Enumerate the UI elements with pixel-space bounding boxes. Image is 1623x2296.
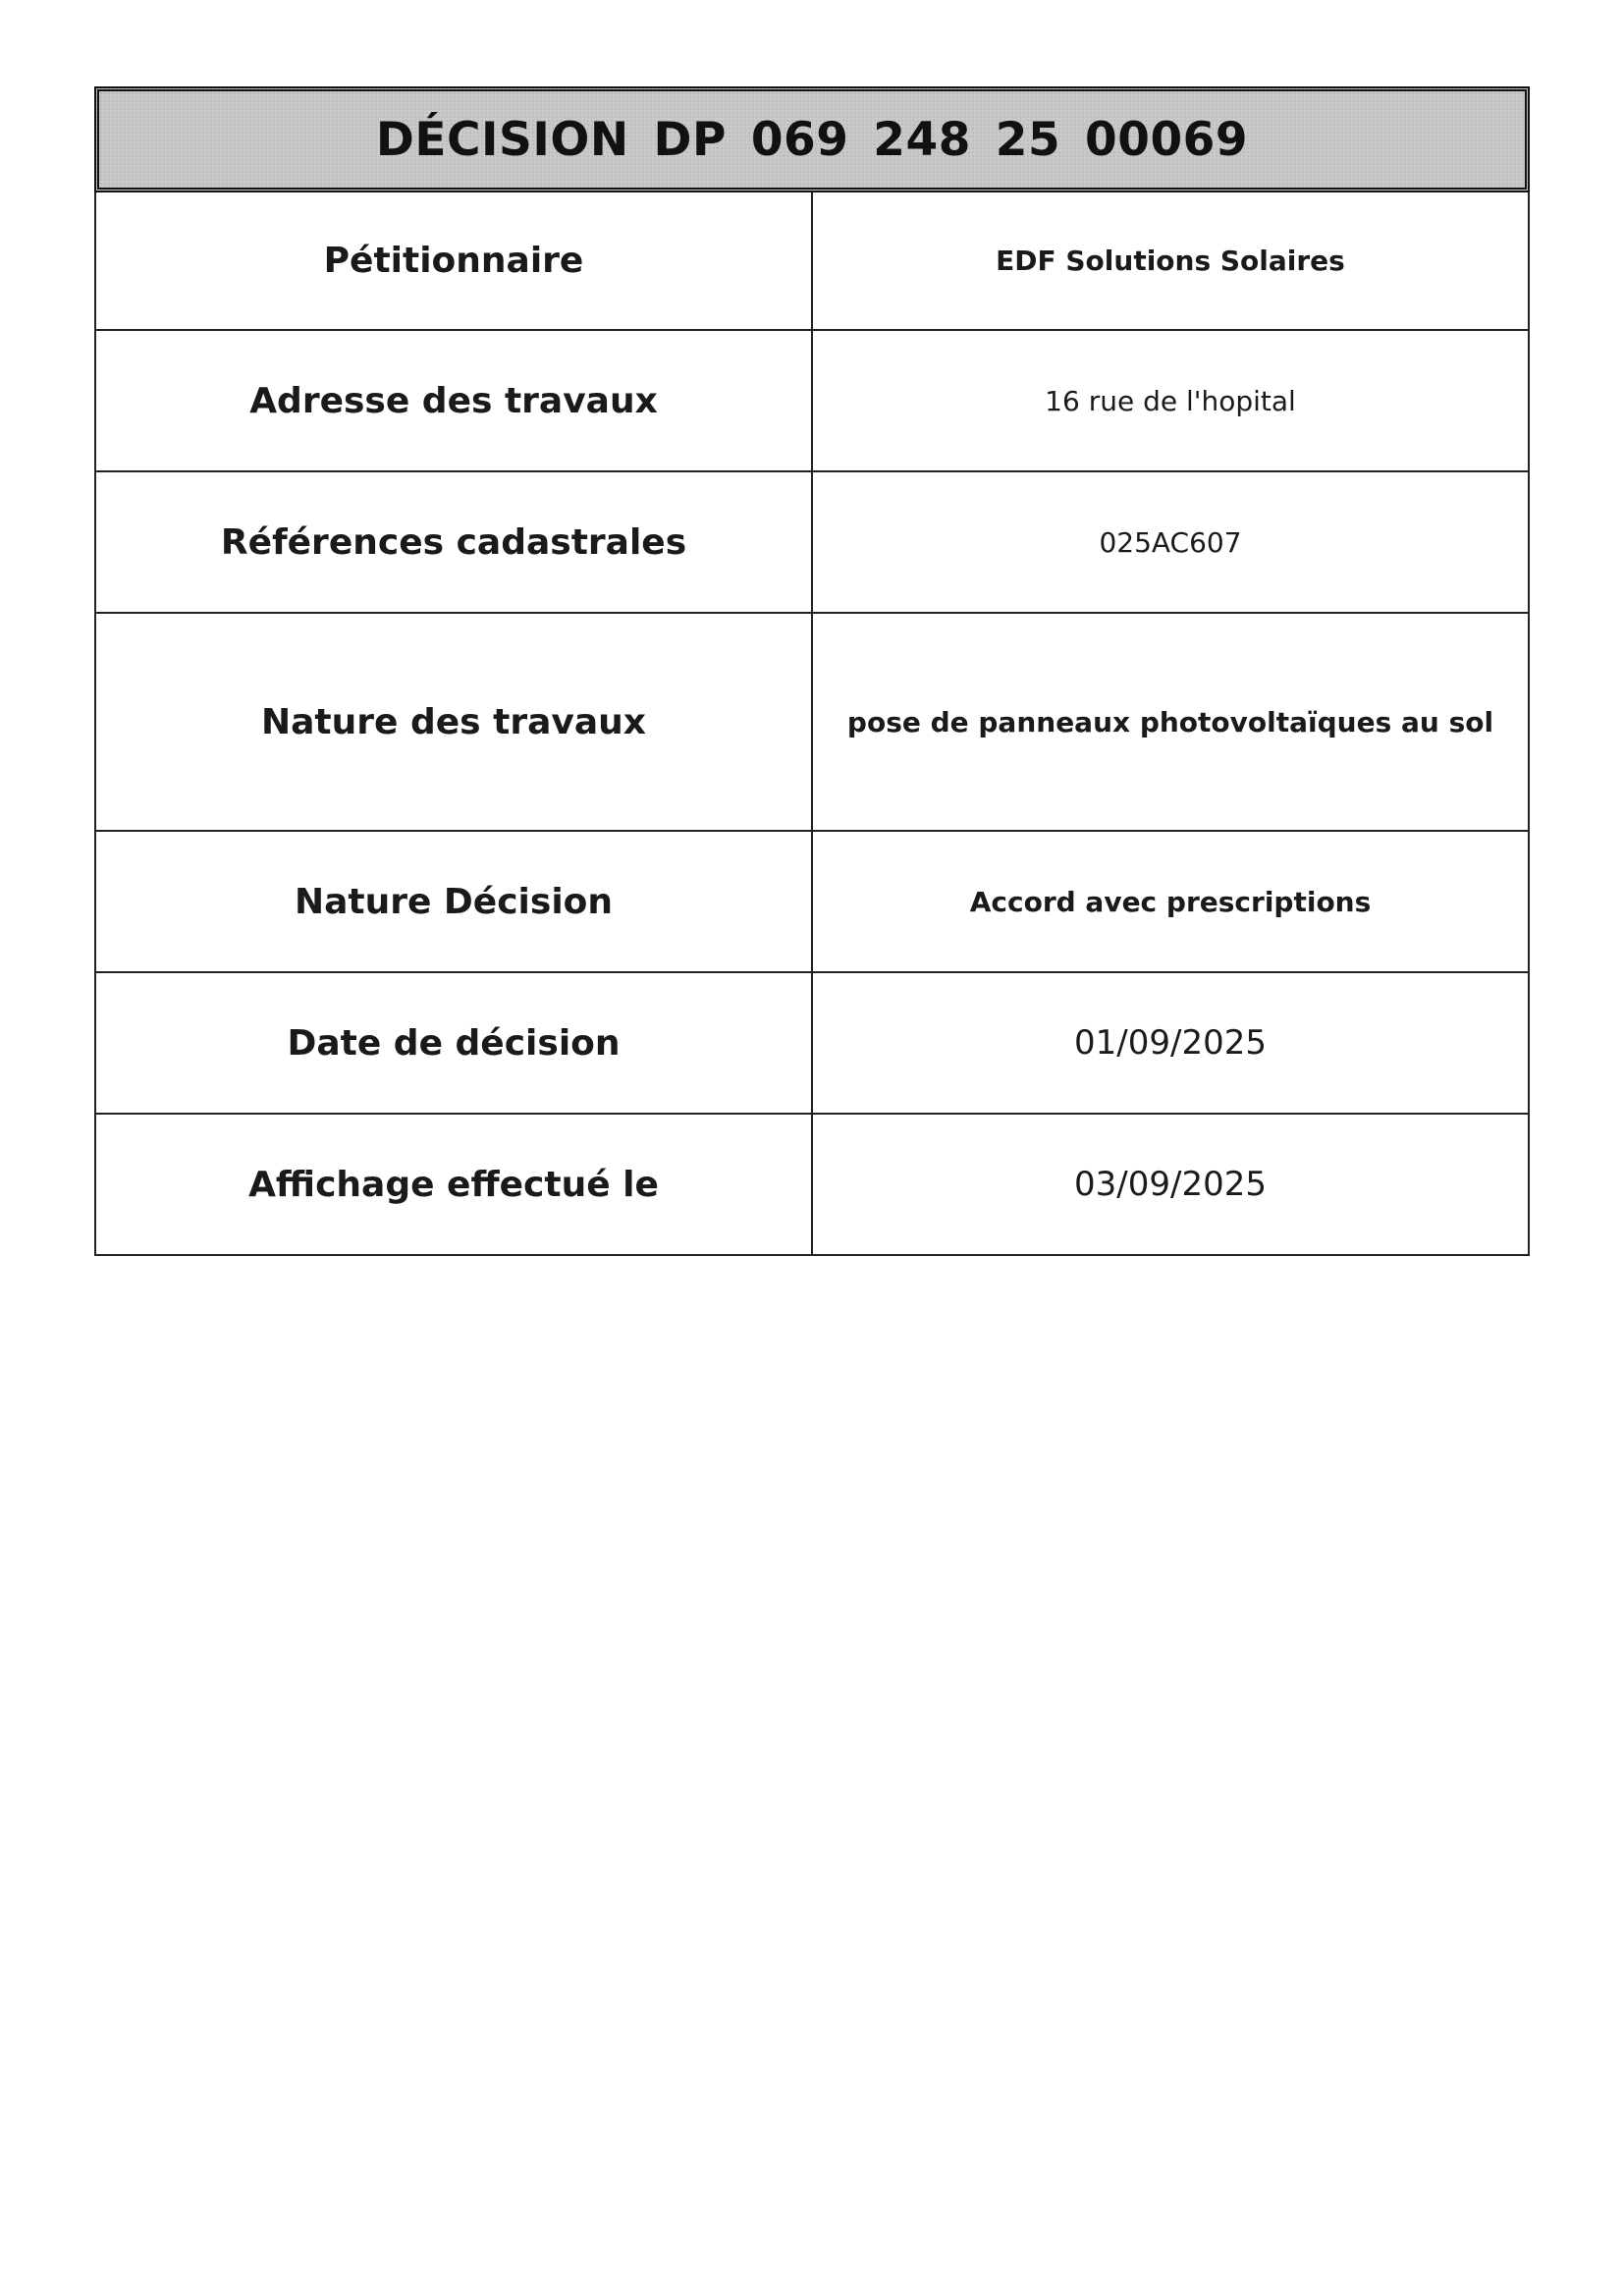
decision-info-table bbox=[94, 192, 1530, 1256]
row-value-references: 025AC607 bbox=[812, 471, 1529, 613]
table-row-nature-decision bbox=[95, 831, 1529, 972]
row-label-adresse: Adresse des travaux bbox=[95, 330, 812, 471]
row-label-references: Références cadastrales bbox=[95, 471, 812, 613]
row-label-petitionnaire: Pétitionnaire bbox=[95, 192, 812, 330]
table-row-nature-travaux bbox=[95, 613, 1529, 831]
decision-document bbox=[94, 86, 1530, 1256]
table-row-references bbox=[95, 471, 1529, 613]
row-label-date-decision: Date de décision bbox=[95, 972, 812, 1114]
table-row-adresse bbox=[95, 330, 1529, 471]
table-row-affichage bbox=[95, 1114, 1529, 1255]
decision-title-box bbox=[94, 86, 1530, 192]
table-row-date-decision bbox=[95, 972, 1529, 1114]
row-value-adresse: 16 rue de l'hopital bbox=[812, 330, 1529, 471]
row-label-nature-decision: Nature Décision bbox=[95, 831, 812, 972]
row-label-nature-travaux: Nature des travaux bbox=[95, 613, 812, 831]
row-value-affichage: 03/09/2025 bbox=[812, 1114, 1529, 1255]
row-value-nature-decision: Accord avec prescriptions bbox=[812, 831, 1529, 972]
row-value-petitionnaire: EDF Solutions Solaires bbox=[812, 192, 1529, 330]
table-row-petitionnaire bbox=[95, 192, 1529, 330]
row-value-nature-travaux: pose de panneaux photovoltaïques au sol bbox=[812, 613, 1529, 831]
decision-title: DÉCISION DP 069 248 25 00069 bbox=[375, 112, 1249, 167]
row-value-date-decision: 01/09/2025 bbox=[812, 972, 1529, 1114]
row-label-affichage: Affichage effectué le bbox=[95, 1114, 812, 1255]
